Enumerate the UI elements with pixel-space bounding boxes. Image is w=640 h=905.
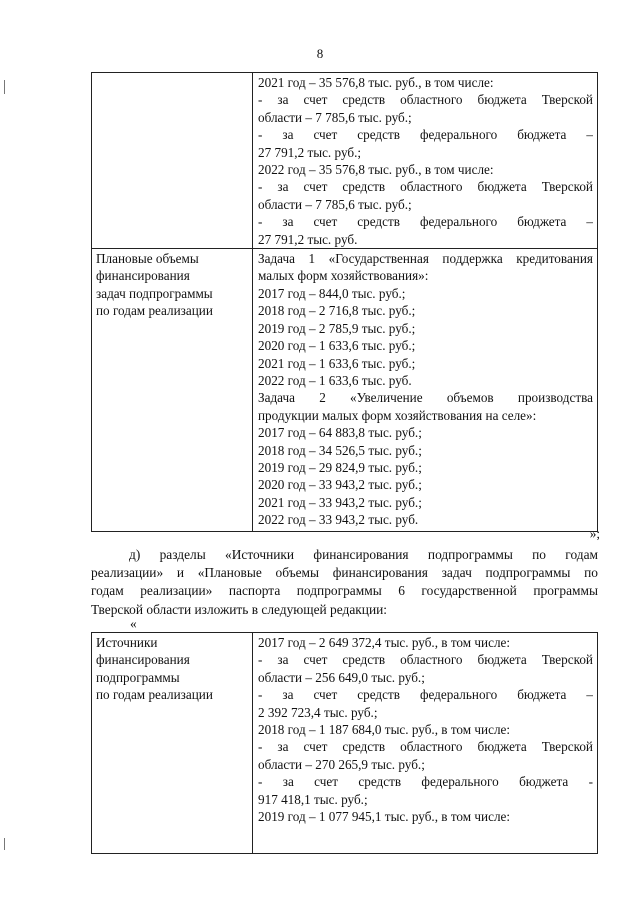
label-line: подпрограммы xyxy=(96,669,180,685)
text-line: - за счет средств областного бюджета Тверской xyxy=(258,179,593,195)
text-line: 2019 год – 29 824,9 тыс. руб.; xyxy=(258,459,422,475)
label-line: Плановые объемы xyxy=(96,251,199,267)
text-line: - за счет средств федерального бюджета – xyxy=(258,127,593,143)
text-line: Тверской области изложить в следующей редакции: xyxy=(91,601,387,617)
row-content xyxy=(258,249,593,531)
row-content xyxy=(258,73,593,248)
text-line: 2021 год – 35 576,8 тыс. руб., в том числе: xyxy=(258,75,494,90)
text-line: Задача 2 «Увеличение объемов производства xyxy=(258,390,593,406)
opening-quote: « xyxy=(130,616,137,631)
text-line: малых форм хозяйствования»: xyxy=(258,268,429,284)
text-line: Задача 1 «Государственная поддержка кредитования xyxy=(258,251,593,267)
text-line: - за счет средств федерального бюджета - xyxy=(258,774,593,790)
text-line: годам реализации» паспорта подпрограммы 6 государственной программы xyxy=(91,583,598,599)
text-line: - за счет средств федерального бюджета – xyxy=(258,687,593,703)
text-line: 27 791,2 тыс. руб. xyxy=(258,231,358,247)
row-content-cell xyxy=(253,249,598,532)
text-line: 2018 год – 2 716,8 тыс. руб.; xyxy=(258,303,416,319)
row-content xyxy=(258,633,593,825)
row-label-cell xyxy=(92,249,253,532)
text-line: - за счет средств федерального бюджета – xyxy=(258,214,593,230)
text-line: 2020 год – 33 943,2 тыс. руб.; xyxy=(258,477,422,493)
text-line: 2021 год – 1 633,6 тыс. руб.; xyxy=(258,355,416,371)
amendment-paragraph xyxy=(91,546,598,619)
text-line: - за счет средств областного бюджета Тверской xyxy=(258,652,593,668)
row-label-cell xyxy=(92,73,253,249)
label-line: по годам реализации xyxy=(96,303,213,319)
text-line: 2 392 723,4 тыс. руб.; xyxy=(258,704,378,720)
closing-quote: »; xyxy=(589,526,600,541)
row-label xyxy=(96,633,248,704)
text-line: - за счет средств областного бюджета Тверской xyxy=(258,92,593,108)
financing-table-continued xyxy=(91,72,598,532)
row-content-cell xyxy=(253,73,598,249)
financing-sources-table xyxy=(91,632,598,854)
text-line: 917 418,1 тыс. руб.; xyxy=(258,791,368,807)
label-line: финансирования xyxy=(96,652,190,668)
text-line: продукции малых форм хозяйствования на селе»: xyxy=(258,407,537,423)
table-row xyxy=(92,73,598,249)
text-line: 2017 год – 64 883,8 тыс. руб.; xyxy=(258,425,422,441)
text-line: 2019 год – 2 785,9 тыс. руб.; xyxy=(258,320,416,336)
text-line: 2020 год – 1 633,6 тыс. руб.; xyxy=(258,338,416,354)
text-line: 2022 год – 35 576,8 тыс. руб., в том числе: xyxy=(258,162,494,178)
page-number: 8 xyxy=(316,46,324,61)
label-line: Источники xyxy=(96,635,158,650)
text-line: области – 7 785,6 тыс. руб.; xyxy=(258,109,412,125)
binder-mark xyxy=(4,838,5,850)
row-label-cell xyxy=(92,633,253,854)
label-line: задач подпрограммы xyxy=(96,285,213,301)
label-line: по годам реализации xyxy=(96,687,213,703)
text-line: 2017 год – 2 649 372,4 тыс. руб., в том числе: xyxy=(258,635,511,650)
text-line: 2021 год – 33 943,2 тыс. руб.; xyxy=(258,494,422,510)
text-line: области – 7 785,6 тыс. руб.; xyxy=(258,196,412,212)
row-content-cell xyxy=(253,633,598,854)
text-line: - за счет средств областного бюджета Тверской xyxy=(258,739,593,755)
text-line: 2022 год – 1 633,6 тыс. руб. xyxy=(258,372,412,388)
text-line: 27 791,2 тыс. руб.; xyxy=(258,144,362,160)
binder-mark xyxy=(4,80,5,94)
text-line: 2017 год – 844,0 тыс. руб.; xyxy=(258,285,406,301)
text-line: д) разделы «Источники финансирования подпрограммы по годам xyxy=(129,547,598,562)
label-line: финансирования xyxy=(96,268,190,284)
row-label xyxy=(96,249,248,320)
text-line: 2018 год – 34 526,5 тыс. руб.; xyxy=(258,442,422,458)
text-line: реализации» и «Плановые объемы финансирования задач подпрограммы по xyxy=(91,565,598,581)
text-line: 2018 год – 1 187 684,0 тыс. руб., в том числе: xyxy=(258,722,511,738)
text-line: области – 256 649,0 тыс. руб.; xyxy=(258,669,425,685)
text-line: 2022 год – 33 943,2 тыс. руб. xyxy=(258,512,419,528)
text-line: области – 270 265,9 тыс. руб.; xyxy=(258,756,425,772)
table-row xyxy=(92,633,598,854)
text-line: 2019 год – 1 077 945,1 тыс. руб., в том числе: xyxy=(258,809,511,825)
table-row xyxy=(92,249,598,532)
